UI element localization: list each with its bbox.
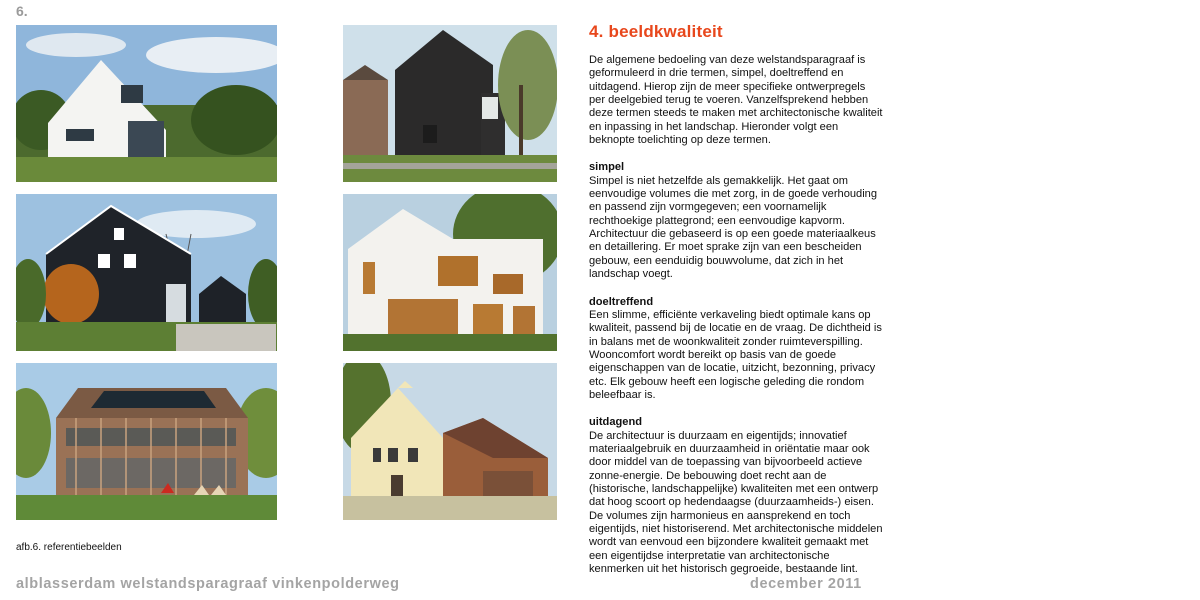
reference-photo-cream-farmhouse <box>343 363 557 520</box>
section-doeltreffend <box>589 296 884 403</box>
section-simpel <box>589 161 884 281</box>
section-text-uitdagend: De architectuur is duurzaam en eigentijds; innovatief materiaalgebruik en duurzaamheid in oriëntatie maar ook door middel van de toepassing van bijvoorbeeld actieve zonne-energie. De bebouwing doet recht aan de (historische, landschappelijke) kwaliteiten met een ontwerp dat hoog scoort op hedendaagse (duurzaamheids-) eisen. De volumes zijn harmonieus en aansprekend en toch eigentijds, niet historiserend. Met architectonische middelen wordt van eenvoud een bijzondere kwaliteit gemaakt met een eigentijdse interpretatie van architectonische kenmerken uit het historisch gegroeide, bestaande lint. <box>589 429 883 576</box>
reference-photo-black-barn-house <box>16 194 277 351</box>
section-title-doeltreffend: doeltreffend <box>589 295 654 308</box>
footer-document-title: alblasserdam welstandsparagraaf vinkenpolderweg <box>16 576 400 592</box>
text-column <box>589 22 884 590</box>
reference-photo-solar-timber-house <box>16 363 277 520</box>
section-uitdagend <box>589 416 884 576</box>
reference-photo-white-house-wood-windows <box>343 194 557 351</box>
page-number: 6. <box>16 3 28 19</box>
reference-photo-dark-timber-house <box>343 25 557 182</box>
figure-caption: afb.6. referentiebeelden <box>16 542 122 553</box>
footer-date: december 2011 <box>750 576 862 592</box>
section-title-uitdagend: uitdagend <box>589 416 642 429</box>
section-text-simpel: Simpel is niet hetzelfde als gemakkelijk. Het gaat om eenvoudige volumes die met zorg, in de goede verhouding en passend zijn vormgegeven; een voornamelijk rechthoekige plattegrond; een eenvoudige kapvorm. Architectuur die gebaseerd is op een goede materiaalkeus en detaillering. Er moet sprake zijn van een bescheiden gebouw, een eenduidig bouwvolume, dat zich in het landschap voegt. <box>589 174 878 281</box>
section-text-doeltreffend: Een slimme, efficiënte verkaveling biedt optimale kans op kwaliteit, passend bij de locatie en de vraag. De dichtheid is in balans met de woonkwaliteit zonder ruimteverspilling. Wooncomfort wordt bereikt op basis van de goede eigenschappen van de locatie, uitzicht, bezonning, privacy etc. Elk gebouw heeft een logische geleding die rondom beleefbaar is. <box>589 308 882 401</box>
intro-paragraph: De algemene bedoeling van deze welstandsparagraaf is geformuleerd in drie termen, simpel, doeltreffend en uitdagend. Hierop zijn de meer specifieke ontwerpregels per deelgebied terug te voeren. Vanzelfsprekend hebben deze termen steeds te maken met architectonische kwaliteit en inpassing in het landschap. Hieronder volgt een beknopte toelichting op deze termen. <box>589 54 883 147</box>
section-title-simpel: simpel <box>589 161 625 174</box>
reference-photo-white-house <box>16 25 277 182</box>
section-heading: 4. beeldkwaliteit <box>589 22 723 41</box>
